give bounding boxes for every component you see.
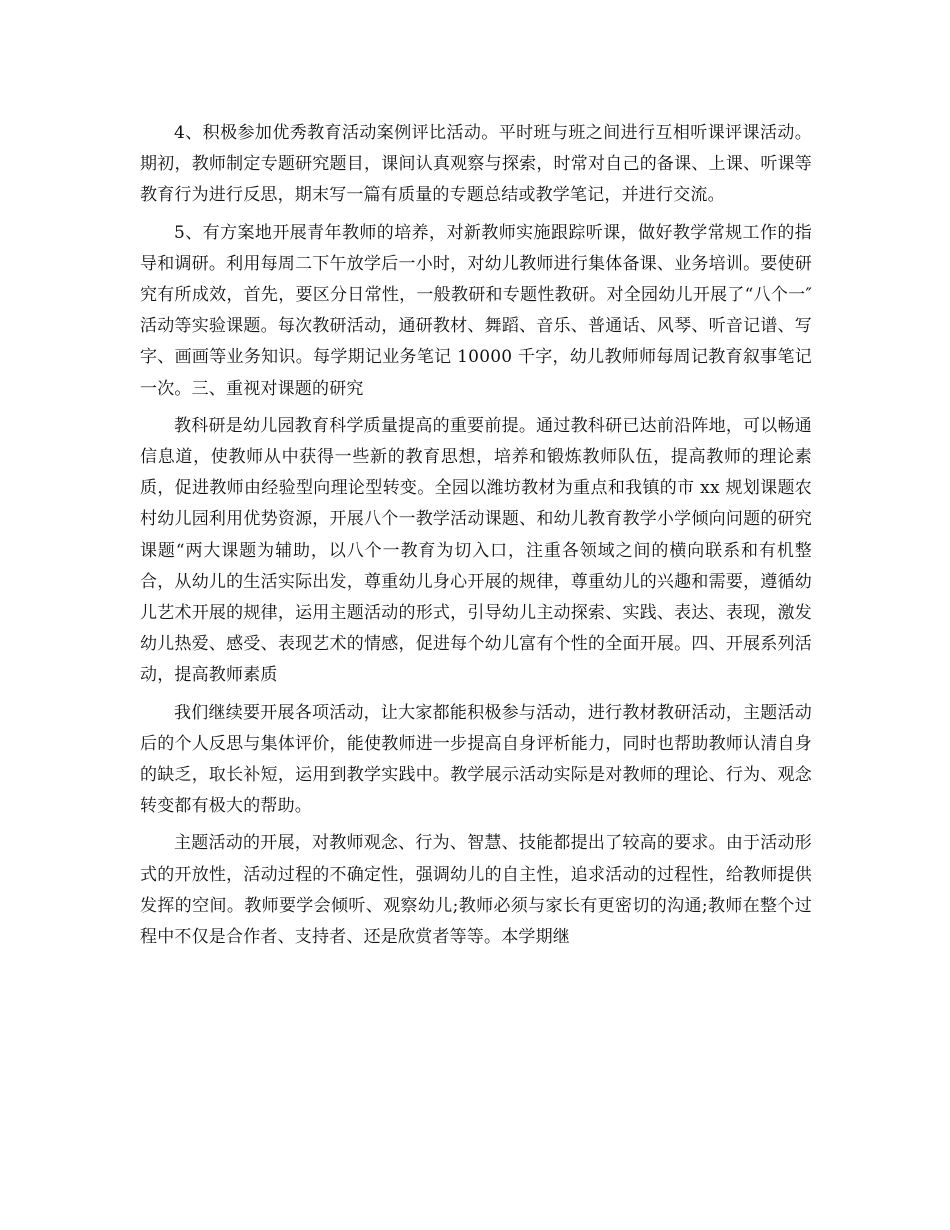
paragraph-item-4: 4、积极参加优秀教育活动案例评比活动。平时班与班之间进行互相听课评课活动。期初，教师制定专题研究题目，课间认真观察与探索，时常对自己的备课、上课、听课等教育行为进行反思，期末写一篇有质量的专题总结或教学笔记，并进行交流。 bbox=[140, 123, 812, 206]
paragraph-theme-activities: 主题活动的开展，对教师观念、行为、智慧、技能都提出了较高的要求。由于活动形式的开放性，活动过程的不确定性，强调幼儿的自主性，追求活动的过程性，给教师提供发挥的空间。教师要学会倾听、观察幼儿;教师必须与家长有更密切的沟通;教师在整个过程中不仅是合作者、支持者、还是欣赏者等等。本学期继 bbox=[140, 833, 812, 948]
paragraph-activities: 我们继续要开展各项活动，让大家都能积极参与活动，进行教材教研活动，主题活动后的个人反思与集体评价，能使教师进一步提高自身评析能力，同时也帮助教师认清自身的缺乏，取长补短，运用到教学实践中。教学展示活动实际是对教师的理论、行为、观念转变都有极大的帮助。 bbox=[140, 702, 812, 817]
document-body bbox=[140, 118, 812, 959]
paragraph-item-5: 5、有方案地开展青年教师的培养，对新教师实施跟踪听课，做好教学常规工作的指导和调研。利用每周二下午放学后一小时，对幼儿教师进行集体备课、业务培训。要使研究有所成效，首先，要区分日常性，一般教研和专题性教研。对全园幼儿开展了“八个一″ 活动等实验课题。每次教研活动，通研教材、舞蹈、音乐、普通话、风琴、听音记谱、写字、画画等业务知识。每学期记业务笔记 10000 千字，幼儿教师师每周记教育叙事笔记一次。三、重视对课题的研究 bbox=[140, 222, 812, 399]
paragraph-research-importance: 教科研是幼儿园教育科学质量提高的重要前提。通过教科研已达前沿阵地，可以畅通信息道，使教师从中获得一些新的教育思想，培养和锻炼教师队伍，提高教师的理论素质，促进教师由经验型向理论型转变。全园以潍坊教材为重点和我镇的市 xx 规划课题农村幼儿园利用优势资源，开展八个一教学活动课题、和幼儿教育教学小学倾向问题的研究课题“两大课题为辅助，以八个一教育为切入口，注重各领域之间的横向联系和有机整合，从幼儿的生活实际出发，尊重幼儿身心开展的规律，尊重幼儿的兴趣和需要，遵循幼儿艺术开展的规律，运用主题活动的形式，引导幼儿主动探索、实践、表达、表现，激发幼儿热爱、感受、表现艺术的情感，促进每个幼儿富有个性的全面开展。四、开展系列活动，提高教师素质 bbox=[140, 415, 812, 686]
